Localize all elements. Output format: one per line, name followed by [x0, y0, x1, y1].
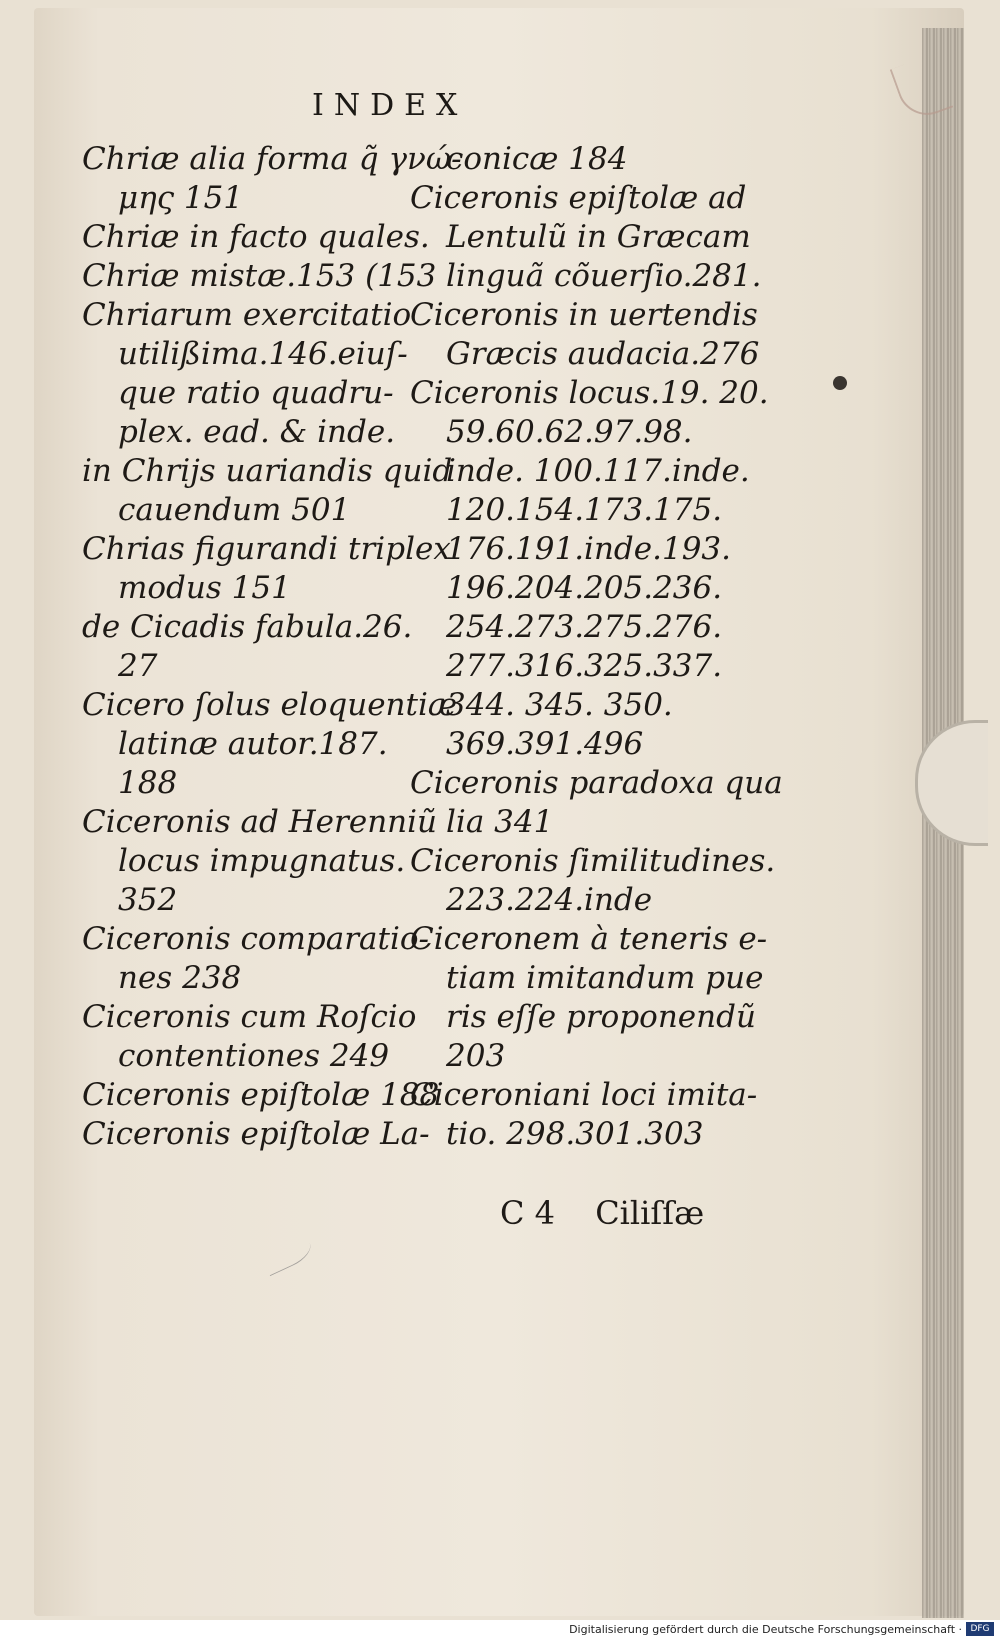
index-entry-line: nes 238 [118, 960, 242, 996]
index-entry-line: Ciceronis epiſtolæ ad [410, 180, 747, 216]
index-entry-line: 277.316.325.337. [446, 648, 723, 684]
index-entry-line: locus impugnatus. [118, 843, 406, 879]
index-entry-line: Ciceroniani loci imita- [410, 1077, 758, 1113]
index-entry-line: Chriæ mistæ.153 (153 [82, 258, 437, 294]
index-entry-line: 369.391.496 [446, 726, 644, 762]
index-entry-line: in Chrijs uariandis quid [82, 453, 453, 489]
index-entry-line: Chriæ alia forma q̃ γνώ- [82, 141, 462, 177]
index-entry-line: Ciceronis comparatio- [82, 921, 430, 957]
index-entry-line: Chriæ in facto quales. [82, 219, 430, 255]
credit-text: Digitalisierung gefördert durch die Deutsche Forschungsgemeinschaft · [569, 1623, 962, 1636]
index-entry-line: 120.154.173.175. [446, 492, 723, 528]
index-entry-line: Ciceronis ſimilitudines. [410, 843, 776, 879]
index-entry-line: Chriarum exercitatio [82, 297, 412, 333]
index-entry-line: que ratio quadru- [118, 375, 394, 411]
index-entry-line: 344. 345. 350. [446, 687, 673, 723]
index-entry-line: 254.273.275.276. [446, 609, 723, 645]
catchword: Ciliſſæ [595, 1194, 705, 1232]
index-entry-line: 176.191.inde.193. [446, 531, 731, 567]
index-entry-line: contentiones 249 [118, 1038, 390, 1074]
index-entry-line: cauendum 501 [118, 492, 351, 528]
index-entry-line: tiam imitandum pue [446, 960, 764, 996]
index-entry-line: Chrias figurandi triplex [82, 531, 451, 567]
index-entry-line: Ciceronem à teneris e- [410, 921, 768, 957]
index-entry-line: 223.224.inde [446, 882, 653, 918]
index-entry-line: Ciceronis epiſtolæ La- [82, 1116, 430, 1152]
index-entry-line: Cicero ſolus eloquentiæ [82, 687, 458, 723]
index-column-right [410, 140, 783, 1154]
index-entry-line: 196.204.205.236. [446, 570, 723, 606]
page-footer [500, 1194, 734, 1232]
dfg-logo: DFG [966, 1622, 994, 1636]
index-entry-line: μης 151 [118, 180, 244, 216]
index-entry-line: Lentulũ in Græcam [446, 219, 751, 255]
index-entry-line: modus 151 [118, 570, 291, 606]
page-header: INDEX [312, 88, 468, 123]
index-entry-line: Ciceronis epiſtolæ 188 [82, 1077, 440, 1113]
index-entry-line: Ciceronis paradoxa qua [410, 765, 783, 801]
index-entry-line: conicæ 184 [446, 141, 628, 177]
index-entry-line: Ciceronis in uertendis [410, 297, 758, 333]
signature-mark: C 4 [500, 1194, 556, 1232]
index-entry-line: ris eſſe proponendũ [446, 999, 756, 1035]
index-entry-line: 203 [446, 1038, 506, 1074]
index-entry-line: inde. 100.117.inde. [446, 453, 750, 489]
index-entry-line: latinæ autor.187. [118, 726, 388, 762]
index-entry-line: 352 [118, 882, 178, 918]
index-entry-line: linguã cõuerſio.281. [446, 258, 762, 294]
index-entry-line: tio. 298.301.303 [446, 1116, 704, 1152]
index-entry-line: plex. ead. & inde. [118, 414, 396, 450]
index-column-left [82, 140, 462, 1154]
index-entry-line: Ciceronis ad Herenniũ [82, 804, 438, 840]
index-entry-line: utilißima.146.eiuſ- [118, 336, 408, 372]
ink-spot [833, 376, 847, 390]
index-entry-line: Græcis audacia.276 [446, 336, 760, 372]
index-entry-line: de Cicadis fabula.26. [82, 609, 413, 645]
digitization-credit [0, 1620, 1000, 1640]
index-entry-line: Ciceronis locus.19. 20. [410, 375, 769, 411]
index-entry-line: 59.60.62.97.98. [446, 414, 693, 450]
index-entry-line: Ciceronis cum Roſcio [82, 999, 417, 1035]
index-entry-line: 27 [118, 648, 158, 684]
index-entry-line: lia 341 [446, 804, 554, 840]
index-entry-line: 188 [118, 765, 178, 801]
